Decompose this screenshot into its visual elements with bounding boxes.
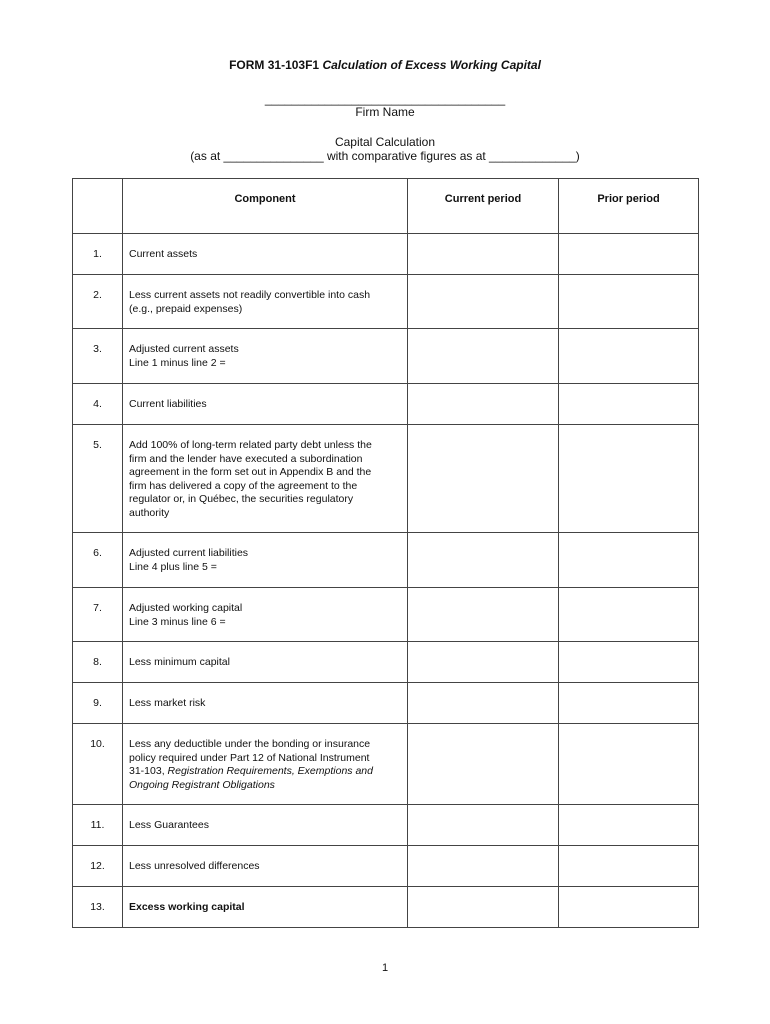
prior-period-cell[interactable] — [559, 234, 699, 275]
header-component: Component — [123, 179, 408, 234]
row-component-text: firm and the lender have executed a subordination — [129, 452, 363, 465]
header-num-cell — [73, 179, 123, 234]
row-component-text: Less Guarantees — [129, 819, 209, 831]
table-row — [73, 805, 699, 846]
row-component-italic-text: Registration Requirements, Exemptions and — [167, 765, 373, 777]
prior-period-cell[interactable] — [559, 384, 699, 425]
table-row — [73, 846, 699, 887]
row-number: 10. — [73, 724, 123, 805]
row-number: 3. — [73, 329, 123, 384]
row-component-text: Excess working capital — [129, 901, 245, 913]
row-component-text: Adjusted current liabilities — [129, 547, 249, 559]
row-component-text: policy required under Part 12 of National Instrument — [129, 751, 370, 764]
form-title — [0, 58, 770, 72]
current-period-cell[interactable] — [408, 425, 559, 533]
prior-period-cell[interactable] — [559, 887, 699, 928]
table-row — [73, 533, 699, 588]
table-row — [73, 425, 699, 533]
form-number: FORM 31-103F1 — [229, 58, 320, 72]
row-component-text: Current liabilities — [129, 398, 207, 410]
row-number: 4. — [73, 384, 123, 425]
row-component — [123, 329, 408, 384]
row-component-text: firm has delivered a copy of the agreement to the — [129, 479, 358, 492]
row-number: 8. — [73, 642, 123, 683]
table-row — [73, 683, 699, 724]
prior-period-cell[interactable] — [559, 533, 699, 588]
row-component-italic-text: Ongoing Registrant Obligations — [129, 778, 275, 791]
capital-calculation-heading: Capital Calculation — [334, 135, 436, 149]
table-row — [73, 887, 699, 928]
row-component-text: Add 100% of long-term related party debt unless the — [129, 439, 372, 451]
as-at-line: (as at _______________ with comparative figures as at _____________) — [190, 149, 580, 163]
row-component-text: Less market risk — [129, 697, 206, 709]
current-period-cell[interactable] — [408, 642, 559, 683]
firm-name-blank[interactable]: ____________________________________ — [264, 92, 506, 106]
row-component-text: 31-103, — [129, 765, 168, 777]
row-component — [123, 683, 408, 724]
row-component-text: Less current assets not readily convertible into cash — [129, 289, 371, 301]
current-period-cell[interactable] — [408, 846, 559, 887]
row-number: 7. — [73, 588, 123, 642]
prior-period-cell[interactable] — [559, 724, 699, 805]
row-component — [123, 275, 408, 329]
row-number: 11. — [73, 805, 123, 846]
row-component — [123, 533, 408, 588]
row-component-text: Line 4 plus line 5 = — [129, 560, 217, 573]
row-component — [123, 805, 408, 846]
page-number: 1 — [381, 962, 389, 974]
row-component-text: Adjusted working capital — [129, 602, 243, 614]
current-period-cell[interactable] — [408, 384, 559, 425]
current-period-cell[interactable] — [408, 724, 559, 805]
row-component-text: Adjusted current assets — [129, 343, 239, 355]
current-period-cell[interactable] — [408, 887, 559, 928]
header-current-period: Current period — [408, 179, 559, 234]
row-component — [123, 846, 408, 887]
row-component-text: Current assets — [129, 248, 198, 260]
table-row — [73, 642, 699, 683]
current-period-cell[interactable] — [408, 234, 559, 275]
prior-period-cell[interactable] — [559, 588, 699, 642]
row-component-text: (e.g., prepaid expenses) — [129, 302, 243, 315]
current-period-cell[interactable] — [408, 805, 559, 846]
prior-period-cell[interactable] — [559, 683, 699, 724]
firm-name-label: Firm Name — [355, 105, 415, 119]
row-component — [123, 642, 408, 683]
row-component-text: agreement in the form set out in Appendix B and the — [129, 466, 372, 478]
prior-period-cell[interactable] — [559, 275, 699, 329]
row-component-text: Line 3 minus line 6 = — [129, 615, 226, 628]
table-row — [73, 275, 699, 329]
table-row — [73, 234, 699, 275]
row-number: 5. — [73, 425, 123, 533]
row-component-text: regulator or, in Québec, the securities regulatory — [129, 493, 354, 505]
row-component-text: authority — [129, 506, 170, 519]
row-component-text: Less unresolved differences — [129, 860, 260, 872]
current-period-cell[interactable] — [408, 533, 559, 588]
row-component — [123, 425, 408, 533]
row-component-text: Less any deductible under the bonding or insurance — [129, 738, 371, 750]
row-number: 9. — [73, 683, 123, 724]
current-period-cell[interactable] — [408, 275, 559, 329]
header-prior-period: Prior period — [559, 179, 699, 234]
prior-period-cell[interactable] — [559, 846, 699, 887]
table-header-row — [73, 179, 699, 234]
row-component — [123, 384, 408, 425]
table-row — [73, 724, 699, 805]
table-row — [73, 329, 699, 384]
current-period-cell[interactable] — [408, 329, 559, 384]
current-period-cell[interactable] — [408, 683, 559, 724]
row-component-text: Line 1 minus line 2 = — [129, 356, 226, 369]
prior-period-cell[interactable] — [559, 425, 699, 533]
prior-period-cell[interactable] — [559, 329, 699, 384]
row-number: 13. — [73, 887, 123, 928]
row-number: 6. — [73, 533, 123, 588]
row-component — [123, 887, 408, 928]
row-component — [123, 724, 408, 805]
form-title-text: Calculation of Excess Working Capital — [322, 58, 541, 72]
prior-period-cell[interactable] — [559, 642, 699, 683]
row-component — [123, 588, 408, 642]
row-component-text: Less minimum capital — [129, 656, 230, 668]
table-row — [73, 384, 699, 425]
row-component-text — [129, 765, 399, 779]
prior-period-cell[interactable] — [559, 805, 699, 846]
row-number: 12. — [73, 846, 123, 887]
row-component — [123, 234, 408, 275]
row-number: 1. — [73, 234, 123, 275]
row-number: 2. — [73, 275, 123, 329]
current-period-cell[interactable] — [408, 588, 559, 642]
table-row — [73, 588, 699, 642]
capital-calculation-table — [72, 178, 699, 928]
